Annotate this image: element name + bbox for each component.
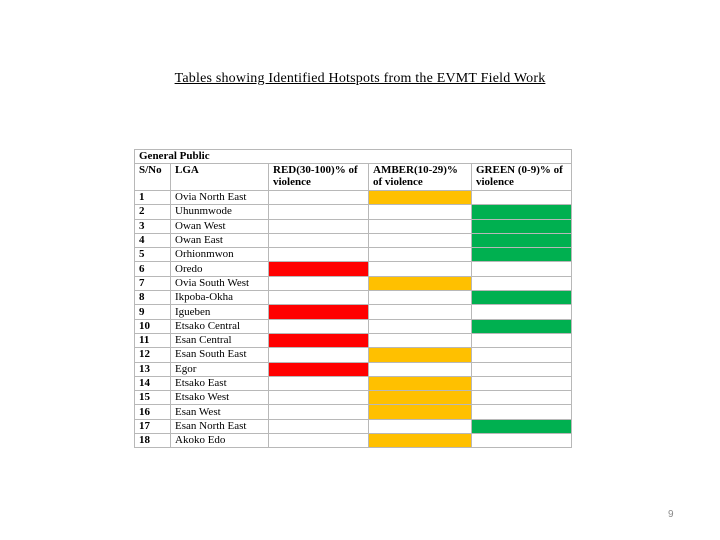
row-lga: Ovia North East bbox=[171, 191, 269, 205]
row-red-cell bbox=[269, 434, 369, 448]
row-sno: 15 bbox=[135, 391, 171, 405]
row-lga: Esan West bbox=[171, 405, 269, 419]
row-lga: Owan East bbox=[171, 233, 269, 247]
row-red-cell bbox=[269, 248, 369, 262]
row-amber-cell bbox=[369, 319, 472, 333]
table-row bbox=[135, 233, 572, 247]
row-sno: 3 bbox=[135, 219, 171, 233]
row-green-cell bbox=[472, 262, 572, 276]
row-lga: Ovia South West bbox=[171, 276, 269, 290]
row-red-cell bbox=[269, 391, 369, 405]
row-red-cell bbox=[269, 405, 369, 419]
row-lga: Ikpoba-Okha bbox=[171, 291, 269, 305]
row-amber-cell bbox=[369, 419, 472, 433]
slide-title: Tables showing Identified Hotspots from the EVMT Field Work bbox=[174, 71, 546, 86]
row-lga: Akoko Edo bbox=[171, 434, 269, 448]
table-row bbox=[135, 434, 572, 448]
row-amber-cell bbox=[369, 291, 472, 305]
row-green-cell bbox=[472, 191, 572, 205]
row-red-cell bbox=[269, 305, 369, 319]
row-sno: 16 bbox=[135, 405, 171, 419]
table-row bbox=[135, 333, 572, 347]
row-amber-cell bbox=[369, 219, 472, 233]
group-label: General Public bbox=[135, 150, 572, 164]
row-green-cell bbox=[472, 319, 572, 333]
row-amber-cell bbox=[369, 205, 472, 219]
row-green-cell bbox=[472, 291, 572, 305]
row-amber-cell bbox=[369, 362, 472, 376]
header-red: RED(30-100)% of violence bbox=[269, 164, 369, 191]
row-lga: Owan West bbox=[171, 219, 269, 233]
row-green-cell bbox=[472, 376, 572, 390]
row-sno: 7 bbox=[135, 276, 171, 290]
table-row bbox=[135, 276, 572, 290]
row-lga: Etsako West bbox=[171, 391, 269, 405]
row-green-cell bbox=[472, 233, 572, 247]
row-red-cell bbox=[269, 191, 369, 205]
table-row bbox=[135, 205, 572, 219]
row-lga: Esan South East bbox=[171, 348, 269, 362]
row-sno: 5 bbox=[135, 248, 171, 262]
row-amber-cell bbox=[369, 262, 472, 276]
row-red-cell bbox=[269, 319, 369, 333]
group-row bbox=[135, 150, 572, 164]
row-green-cell bbox=[472, 362, 572, 376]
row-sno: 14 bbox=[135, 376, 171, 390]
row-red-cell bbox=[269, 348, 369, 362]
row-red-cell bbox=[269, 291, 369, 305]
row-lga: Orhionmwon bbox=[171, 248, 269, 262]
row-amber-cell bbox=[369, 434, 472, 448]
header-amber: AMBER(10-29)% of violence bbox=[369, 164, 472, 191]
row-red-cell bbox=[269, 276, 369, 290]
row-lga: Igueben bbox=[171, 305, 269, 319]
header-sno: S/No bbox=[135, 164, 171, 191]
row-amber-cell bbox=[369, 233, 472, 247]
table-row bbox=[135, 248, 572, 262]
header-lga: LGA bbox=[171, 164, 269, 191]
row-sno: 17 bbox=[135, 419, 171, 433]
row-green-cell bbox=[472, 405, 572, 419]
row-amber-cell bbox=[369, 305, 472, 319]
header-row bbox=[135, 164, 572, 191]
table-row bbox=[135, 348, 572, 362]
row-green-cell bbox=[472, 391, 572, 405]
row-green-cell bbox=[472, 434, 572, 448]
row-amber-cell bbox=[369, 191, 472, 205]
row-sno: 12 bbox=[135, 348, 171, 362]
row-green-cell bbox=[472, 219, 572, 233]
table-row bbox=[135, 191, 572, 205]
row-red-cell bbox=[269, 233, 369, 247]
row-red-cell bbox=[269, 262, 369, 276]
row-sno: 8 bbox=[135, 291, 171, 305]
row-lga: Etsako Central bbox=[171, 319, 269, 333]
row-amber-cell bbox=[369, 376, 472, 390]
row-amber-cell bbox=[369, 276, 472, 290]
row-red-cell bbox=[269, 333, 369, 347]
table-row bbox=[135, 291, 572, 305]
row-lga: Esan North East bbox=[171, 419, 269, 433]
row-red-cell bbox=[269, 419, 369, 433]
row-amber-cell bbox=[369, 348, 472, 362]
row-sno: 13 bbox=[135, 362, 171, 376]
row-red-cell bbox=[269, 219, 369, 233]
row-lga: Egor bbox=[171, 362, 269, 376]
header-green: GREEN (0-9)% of violence bbox=[472, 164, 572, 191]
row-lga: Uhunmwode bbox=[171, 205, 269, 219]
row-amber-cell bbox=[369, 405, 472, 419]
row-green-cell bbox=[472, 305, 572, 319]
table-row bbox=[135, 376, 572, 390]
row-sno: 18 bbox=[135, 434, 171, 448]
row-sno: 2 bbox=[135, 205, 171, 219]
row-green-cell bbox=[472, 333, 572, 347]
table-row bbox=[135, 305, 572, 319]
row-amber-cell bbox=[369, 391, 472, 405]
row-amber-cell bbox=[369, 248, 472, 262]
row-lga: Oredo bbox=[171, 262, 269, 276]
table-row bbox=[135, 405, 572, 419]
row-sno: 6 bbox=[135, 262, 171, 276]
table-row bbox=[135, 219, 572, 233]
row-green-cell bbox=[472, 348, 572, 362]
table-row bbox=[135, 419, 572, 433]
row-sno: 4 bbox=[135, 233, 171, 247]
row-lga: Etsako East bbox=[171, 376, 269, 390]
table-row bbox=[135, 391, 572, 405]
row-green-cell bbox=[472, 205, 572, 219]
row-red-cell bbox=[269, 362, 369, 376]
row-red-cell bbox=[269, 205, 369, 219]
table-row bbox=[135, 262, 572, 276]
row-sno: 11 bbox=[135, 333, 171, 347]
page-number: 9 bbox=[668, 509, 674, 520]
table-row bbox=[135, 362, 572, 376]
row-green-cell bbox=[472, 276, 572, 290]
row-sno: 9 bbox=[135, 305, 171, 319]
row-green-cell bbox=[472, 419, 572, 433]
table-row bbox=[135, 319, 572, 333]
row-red-cell bbox=[269, 376, 369, 390]
row-sno: 10 bbox=[135, 319, 171, 333]
table-body bbox=[135, 150, 572, 448]
row-amber-cell bbox=[369, 333, 472, 347]
row-sno: 1 bbox=[135, 191, 171, 205]
row-lga: Esan Central bbox=[171, 333, 269, 347]
row-green-cell bbox=[472, 248, 572, 262]
hotspot-table bbox=[134, 149, 572, 448]
